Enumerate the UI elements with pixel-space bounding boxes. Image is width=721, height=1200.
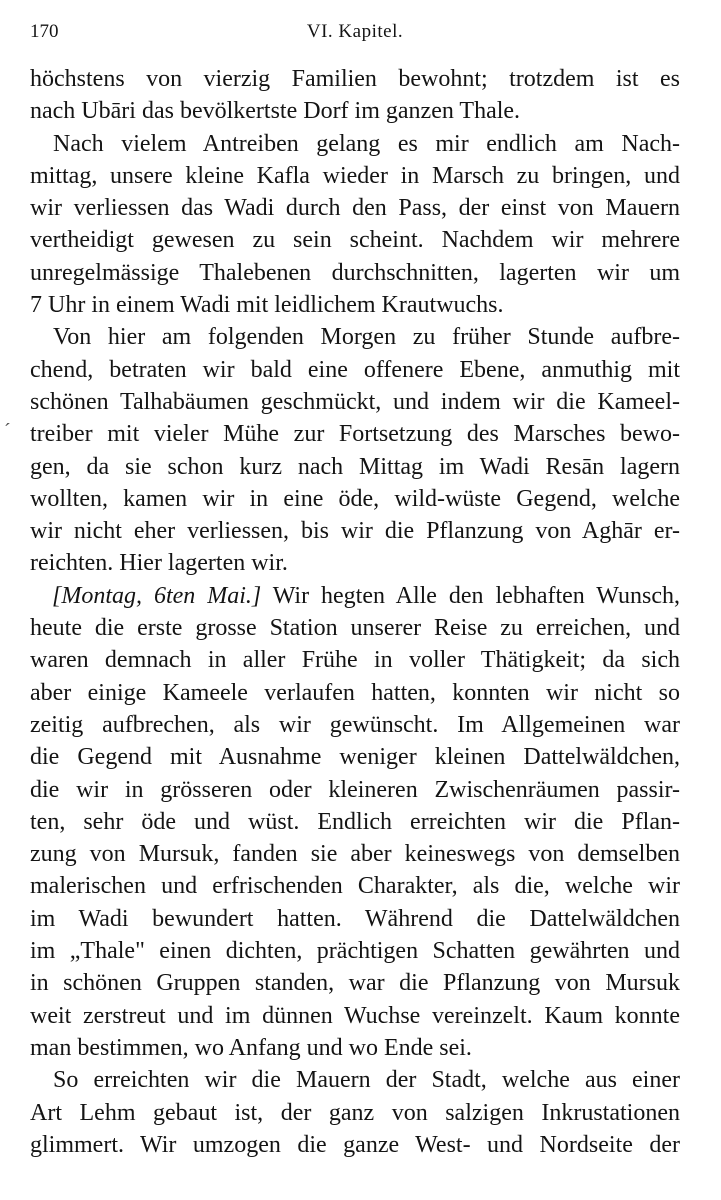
text-line: Nach vielem Antreiben gelang es mir endlich am Nach- [53, 130, 680, 157]
text-line: weit zerstreut und im dünnen Wuchse vereinzelt. Kaum konnte [30, 1002, 680, 1029]
text-line: im Wadi bewundert hatten. Während die Dattelwäldchen [30, 905, 680, 932]
text-line: reichten. Hier lagerten wir. [30, 550, 288, 577]
page-header [30, 19, 680, 45]
text-line: ten, sehr öde und wüst. Endlich erreichten wir die Pflan- [30, 808, 680, 835]
text-line: Art Lehm gebaut ist, der ganz von salzigen Inkrustationen [30, 1099, 680, 1126]
text-line: mittag, unsere kleine Kafla wieder in Marsch zu bringen, und [30, 162, 680, 189]
text-line: unregelmässige Thalebenen durchschnitten, lagerten wir um [30, 259, 680, 286]
text-line: treiber mit vieler Mühe zur Fortsetzung des Marsches bewo- [30, 421, 680, 448]
text-line: vertheidigt gewesen zu sein scheint. Nachdem wir mehrere [30, 227, 680, 254]
text-line: 7 Uhr in einem Wadi mit leidlichem Krautwuchs. [30, 292, 504, 319]
text-line: zeitig aufbrechen, als wir gewünscht. Im Allgemeinen war [30, 711, 680, 738]
text-line: man bestimmen, wo Anfang und wo Ende sei. [30, 1034, 472, 1061]
text-line: wir nicht eher verliessen, bis wir die Pflanzung von Aghār er- [30, 518, 680, 545]
text-line: die wir in grösseren oder kleineren Zwischenräumen passir- [30, 776, 680, 803]
text-line: wollten, kamen wir in eine öde, wild-wüste Gegend, welche [30, 485, 680, 512]
stray-mark: ˊ [4, 420, 11, 442]
text-line: chend, betraten wir bald eine offenere Ebene, anmuthig mit [30, 356, 680, 383]
text-line: im „Thale" einen dichten, prächtigen Schatten gewährten und [30, 938, 680, 965]
text-line: schönen Talhabäumen geschmückt, und indem wir die Kameel- [30, 388, 680, 415]
text-line: malerischen und erfrischenden Charakter, als die, welche wir [30, 873, 680, 900]
text-line: zung von Mursuk, fanden sie aber keineswegs von demselben [30, 841, 680, 868]
text-line: waren demnach in aller Frühe in voller Thätigkeit; da sich [30, 647, 680, 674]
text-line: heute die erste grosse Station unserer Reise zu erreichen, und [30, 615, 680, 642]
text-line [30, 580, 680, 612]
page-number: 170 [30, 21, 59, 42]
text-line: in schönen Gruppen standen, war die Pflanzung von Mursuk [30, 970, 680, 997]
text-line: höchstens von vierzig Familien bewohnt; trotzdem ist es [30, 66, 680, 92]
text-line: gen, da sie schon kurz nach Mittag im Wadi Resān lagern [30, 453, 680, 480]
date-note: [Montag, 6ten Mai.] [52, 582, 262, 609]
body-text [30, 63, 680, 1161]
text-line-rest: Wir hegten Alle den lebhaften Wunsch, [272, 582, 680, 609]
text-line: die Gegend mit Ausnahme weniger kleinen Dattelwäldchen, [30, 744, 680, 771]
text-line: aber einige Kameele verlaufen hatten, konnten wir nicht so [30, 679, 680, 706]
running-head: VI. Kapitel. [306, 21, 404, 42]
text-line: So erreichten wir die Mauern der Stadt, welche aus einer [53, 1067, 680, 1094]
text-line: glimmert. Wir umzogen die ganze West- und Nordseite der [30, 1131, 680, 1158]
text-line: Von hier am folgenden Morgen zu früher Stunde aufbre- [53, 324, 680, 351]
text-line: wir verliessen das Wadi durch den Pass, der einst von Mauern [30, 195, 680, 222]
text-line: nach Ubāri das bevölkertste Dorf im ganzen Thale. [30, 98, 521, 125]
